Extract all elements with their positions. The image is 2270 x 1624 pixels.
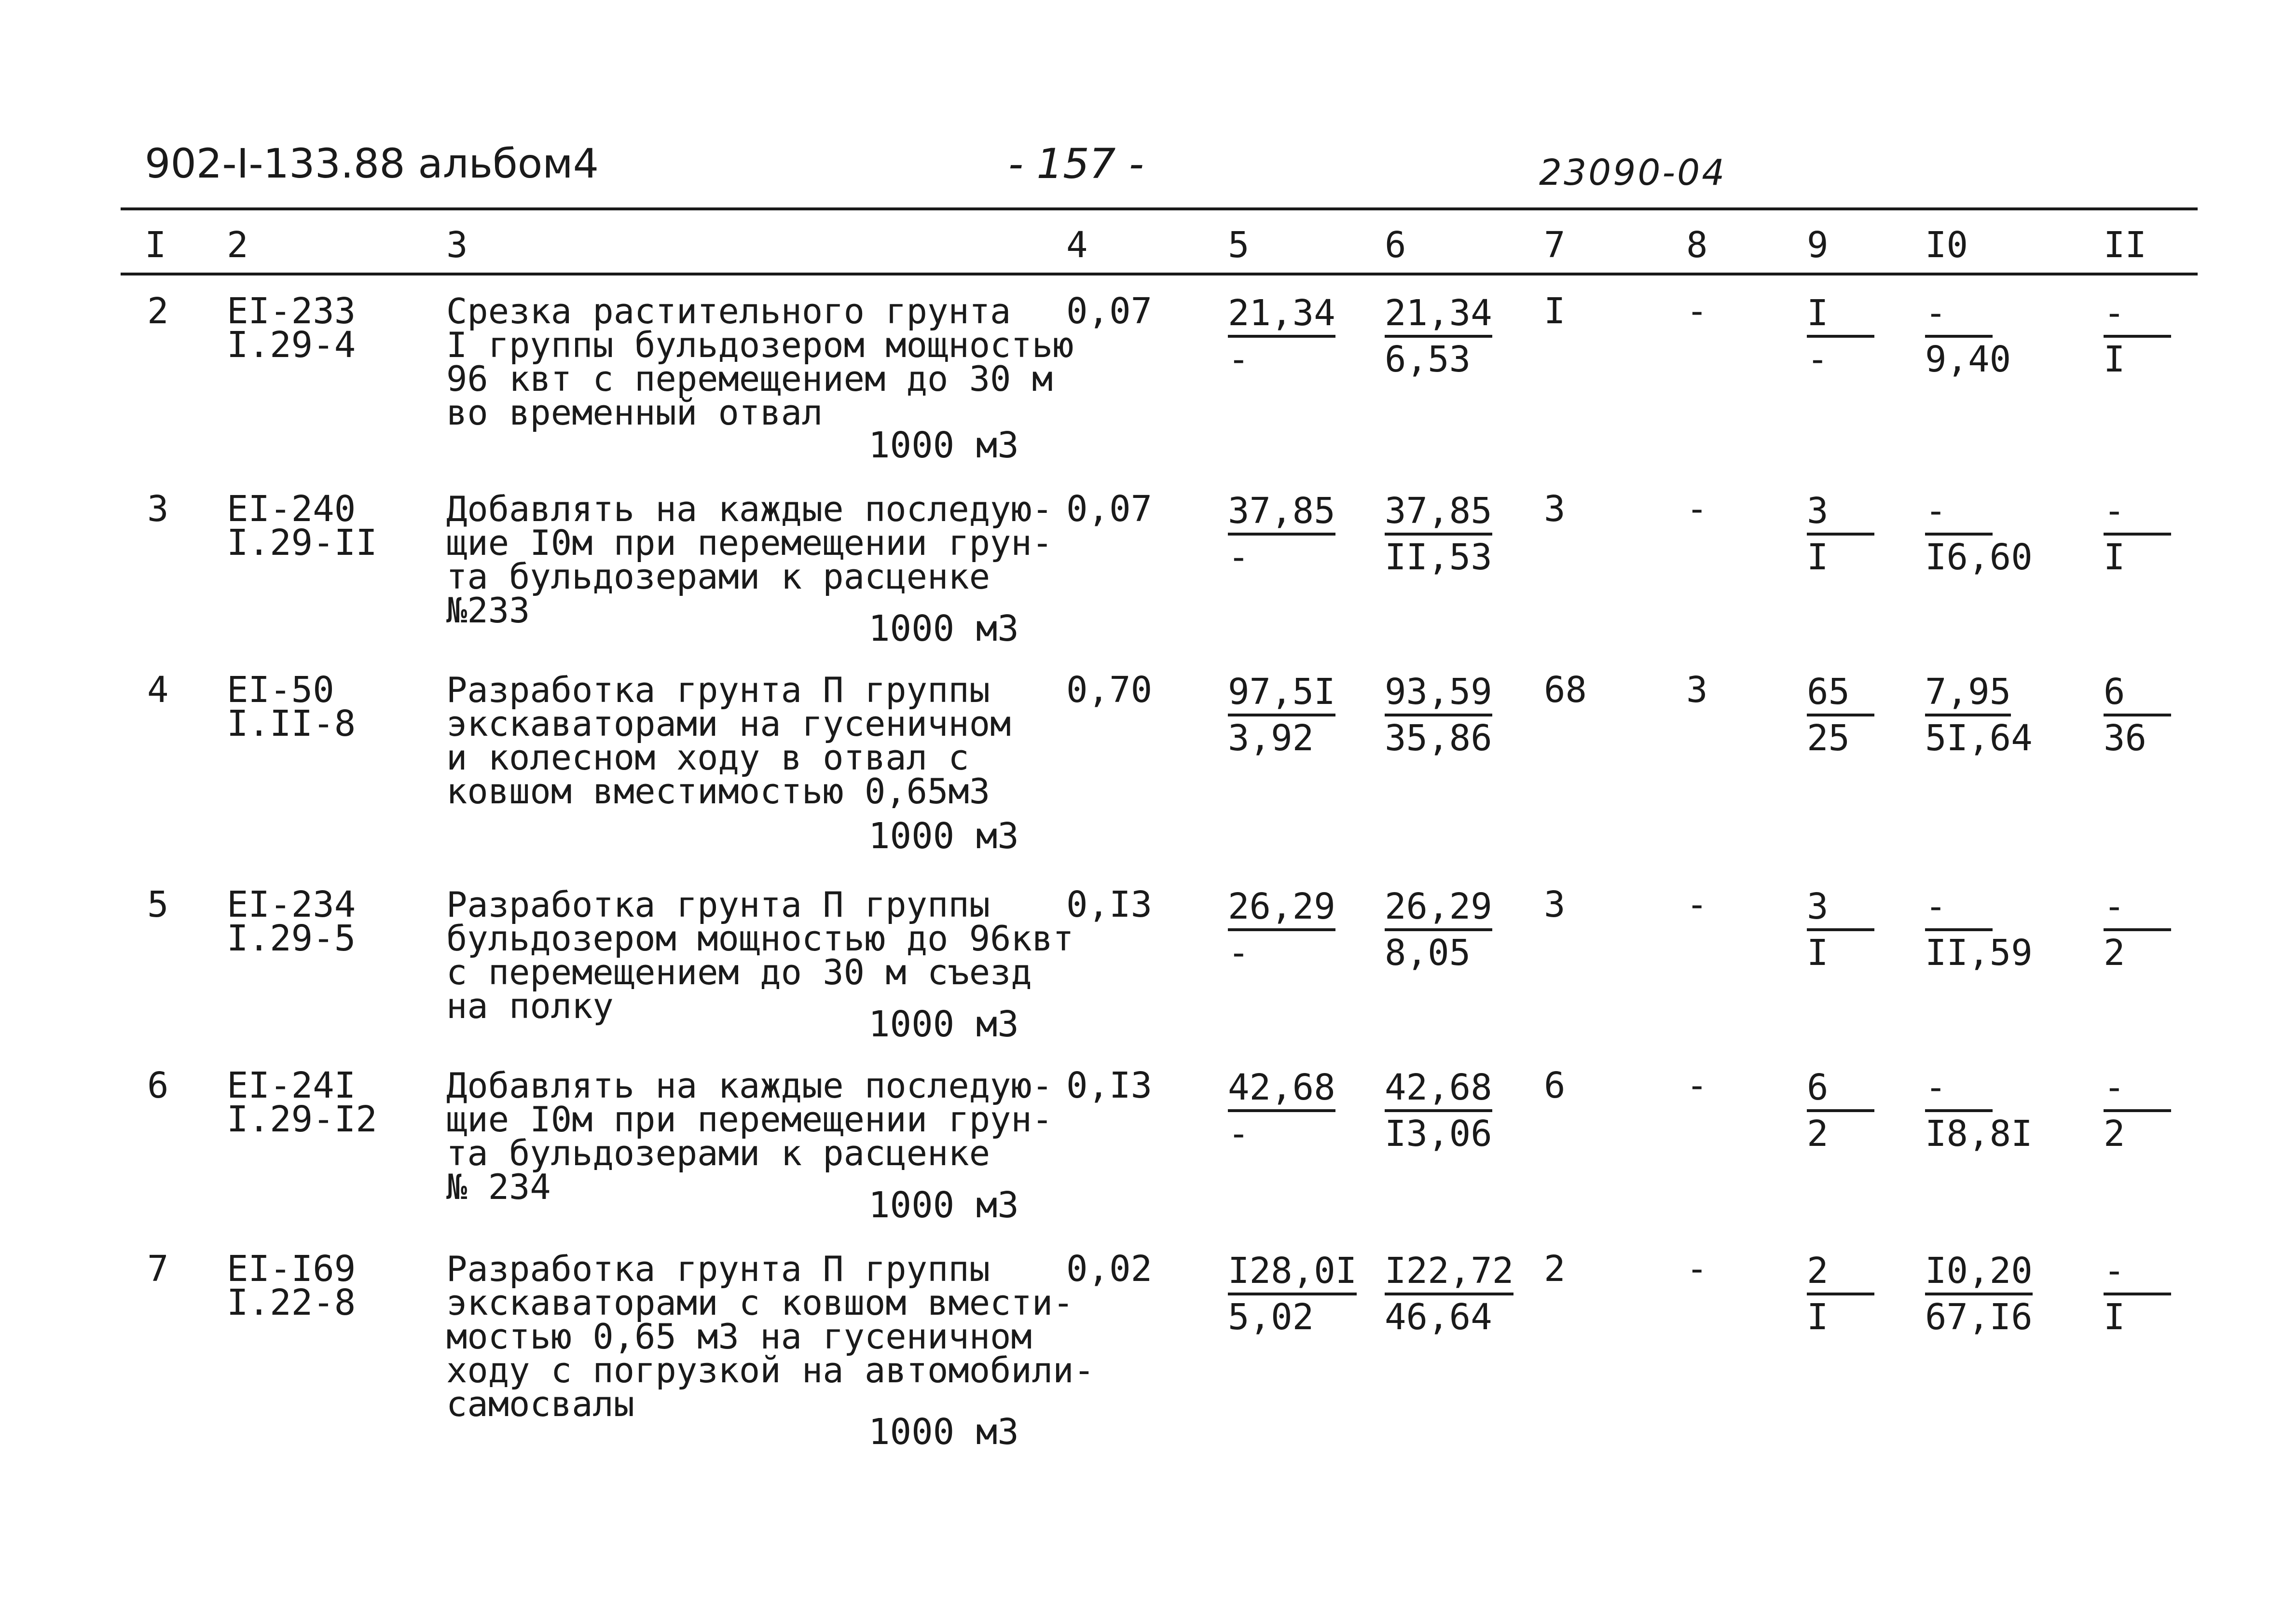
column-9-value: $\frac{3}{I}$ <box>1807 492 1903 576</box>
work-description: Разработка грунта П группы бульдозером мощностью до 96квт с перемещением до 30 м съезд на полку <box>446 884 1074 1026</box>
rate-subcode: I.29-I2 <box>227 1099 377 1140</box>
column-7-value: 3 <box>1544 884 1566 925</box>
unit-cost-total: $\frac{I28,0I}{5,02}$ <box>1228 1250 1357 1338</box>
column-header-3: 3 <box>446 224 468 266</box>
column-7-value: 6 <box>1544 1065 1566 1106</box>
column-8-value: - <box>1686 884 1708 925</box>
row-number: 6 <box>147 1065 169 1106</box>
row-number: 4 <box>147 669 169 711</box>
quantity: 0,02 <box>1066 1248 1153 1290</box>
rate-subcode: I.II-8 <box>227 703 356 744</box>
rate-code: EI-234 <box>227 884 356 925</box>
column-9-value: $\frac{2}{I}$ <box>1807 1252 1903 1336</box>
table-top-rule <box>121 207 2198 210</box>
column-8-value: - <box>1686 1248 1708 1290</box>
unit-of-measure: 1000 м3 <box>868 1184 1019 1226</box>
unit-of-measure: 1000 м3 <box>868 608 1019 649</box>
row-number: 3 <box>147 488 169 530</box>
column-header-6: 6 <box>1385 224 1406 266</box>
column-header-1: I <box>145 224 166 266</box>
table-header-rule <box>121 273 2198 275</box>
unit-of-measure: 1000 м3 <box>868 815 1019 857</box>
column-header-5: 5 <box>1228 224 1250 266</box>
column-11-value: - I <box>2104 492 2200 576</box>
document-code: 23090-04 <box>1539 152 1727 193</box>
column-header-11: II <box>2104 224 2147 266</box>
unit-cost-total: 37,85 - <box>1228 490 1335 578</box>
row-number: 7 <box>147 1248 169 1290</box>
column-7-value: 2 <box>1544 1248 1566 1290</box>
column-7-value: 68 <box>1544 669 1587 711</box>
column-10-value: - I8,8I <box>1925 1067 2033 1155</box>
work-description: Разработка грунта П группы экскаваторами на гусеничном и колесном ходу в отвал с ковшом вместимостью 0,65м3 <box>446 670 1011 812</box>
column-header-9: 9 <box>1807 224 1829 266</box>
column-8-value: - <box>1686 290 1708 332</box>
cost-total: $\frac{37,85}{II,53}$ <box>1385 490 1492 578</box>
column-11-value: - 2 <box>2104 1069 2200 1153</box>
row-number: 2 <box>147 290 169 332</box>
quantity: 0,07 <box>1066 488 1153 530</box>
work-description: Добавлять на каждые последую- щие I0м при перемещении грун- та бульдозерами к расценке № 234 <box>446 1065 1053 1207</box>
rate-subcode: I.29-II <box>227 522 377 564</box>
unit-of-measure: 1000 м3 <box>868 1004 1019 1045</box>
column-11-value: - 2 <box>2104 888 2200 972</box>
unit-of-measure: 1000 м3 <box>868 425 1019 466</box>
column-header-2: 2 <box>227 224 248 266</box>
row-number: 5 <box>147 884 169 925</box>
column-8-value: 3 <box>1686 669 1708 711</box>
cost-total: $\frac{26,29}{8,05}$ <box>1385 886 1492 974</box>
column-7-value: 3 <box>1544 488 1566 530</box>
rate-subcode: I.22-8 <box>227 1282 356 1323</box>
unit-cost-total: 26,29 - <box>1228 886 1335 974</box>
rate-code: EI-I69 <box>227 1248 356 1290</box>
rate-code: EI-233 <box>227 290 356 332</box>
rate-code: EI-24I <box>227 1065 356 1106</box>
column-header-4: 4 <box>1066 224 1088 266</box>
quantity: 0,07 <box>1066 290 1153 332</box>
quantity: 0,I3 <box>1066 884 1153 925</box>
column-header-8: 8 <box>1686 224 1708 266</box>
column-9-value: $\frac{3}{I}$ <box>1807 888 1903 972</box>
cost-total: $\frac{93,59}{35,86}$ <box>1385 671 1492 759</box>
work-description: Срезка растительного грунта I группы бульдозером мощностью 96 квт с перемещением до 30 м во временный отвал <box>446 291 1074 433</box>
document-reference: 902-I-133.88 альбом4 <box>145 140 599 187</box>
column-10-value: - I6,60 <box>1925 490 2033 578</box>
cost-total: $\frac{21,34}{6,53}$ <box>1385 292 1492 380</box>
column-7-value: I <box>1544 290 1566 332</box>
unit-of-measure: 1000 м3 <box>868 1411 1019 1453</box>
rate-code: EI-50 <box>227 669 334 711</box>
column-10-value: - 9,40 <box>1925 292 2011 380</box>
cost-total: $\frac{42,68}{I3,06}$ <box>1385 1067 1492 1155</box>
column-header-10: I0 <box>1925 224 1968 266</box>
work-description: Добавлять на каждые последую- щие I0м при перемещении грун- та бульдозерами к расценке №233 <box>446 489 1053 631</box>
column-9-value: $\frac{6}{2}$ <box>1807 1069 1903 1153</box>
rate-subcode: I.29-5 <box>227 918 356 959</box>
column-header-7: 7 <box>1544 224 1566 266</box>
rate-subcode: I.29-4 <box>227 324 356 366</box>
unit-cost-total: 42,68 - <box>1228 1067 1335 1155</box>
column-11-value: - I <box>2104 294 2200 378</box>
quantity: 0,I3 <box>1066 1065 1153 1106</box>
column-11-value: - I <box>2104 1252 2200 1336</box>
column-9-value: $\frac{65}{25}$ <box>1807 673 1903 757</box>
column-10-value: - II,59 <box>1925 886 2033 974</box>
work-description: Разработка грунта П группы экскаваторами с ковшом вмести- мостью 0,65 м3 на гусеничном ходу с погрузкой на автомобили- самосвалы <box>446 1249 1095 1424</box>
column-11-value: $\frac{6}{36}$ <box>2104 673 2200 757</box>
quantity: 0,70 <box>1066 669 1153 711</box>
page-number: - 157 - <box>1008 140 1144 188</box>
column-10-value: $\frac{7,95}{5I,64}$ <box>1925 671 2033 759</box>
unit-cost-total: 21,34 - <box>1228 292 1335 380</box>
column-8-value: - <box>1686 1065 1708 1106</box>
unit-cost-total: $\frac{97,5I}{3,92}$ <box>1228 671 1335 759</box>
column-8-value: - <box>1686 488 1708 530</box>
column-9-value: I - <box>1807 294 1903 378</box>
cost-total: $\frac{I22,72}{46,64}$ <box>1385 1250 1514 1338</box>
column-10-value: $\frac{I0,20}{67,I6}$ <box>1925 1250 2033 1338</box>
rate-code: EI-240 <box>227 488 356 530</box>
